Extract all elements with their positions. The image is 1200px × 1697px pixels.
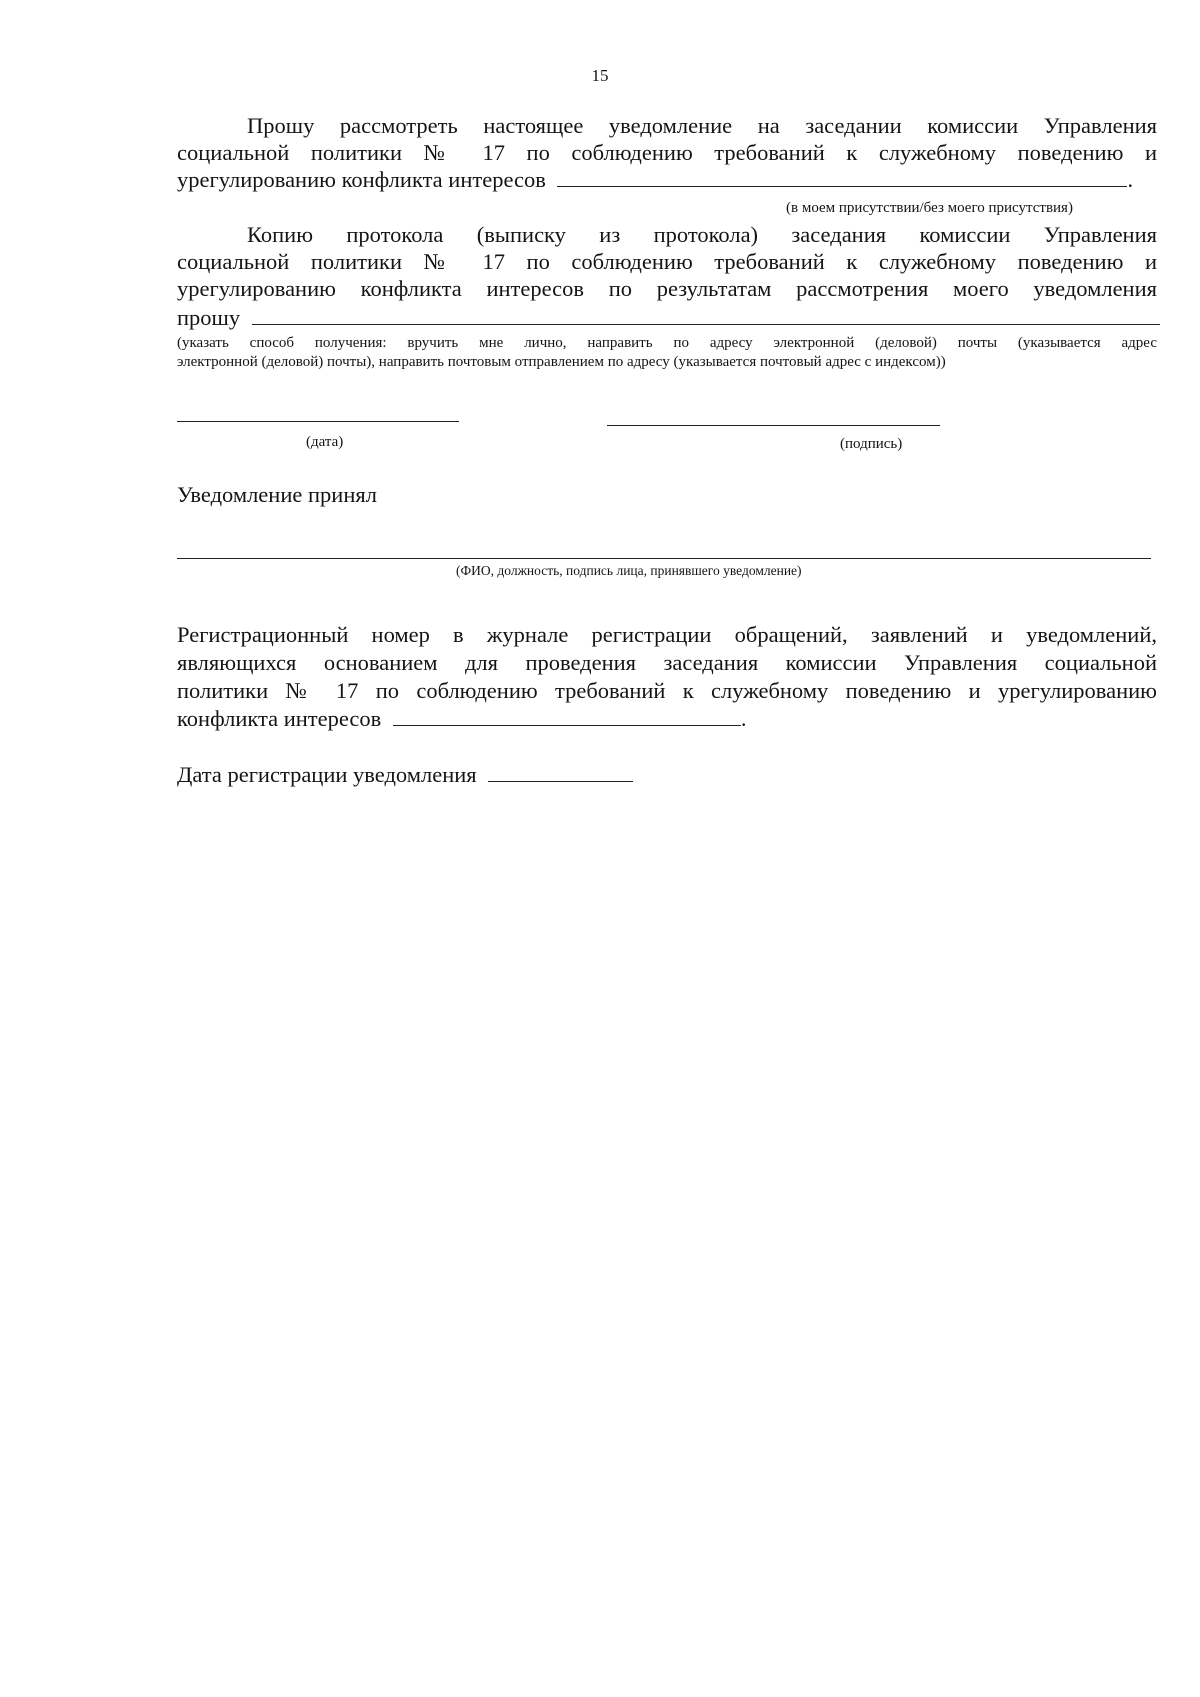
- presence-blank[interactable]: [557, 185, 1127, 187]
- request-paragraph: [177, 112, 1157, 166]
- registration-line-4-text: конфликта интересов: [177, 706, 382, 731]
- date-label: (дата): [306, 434, 344, 450]
- registration-date-row: [177, 761, 633, 789]
- page-number: 15: [591, 66, 609, 85]
- accepted-line[interactable]: [177, 558, 1151, 559]
- copy-paragraph: [177, 221, 1157, 302]
- copy-line-2: социальной политики № 17 по соблюдению требований к служебному поведению и: [177, 249, 1157, 274]
- registration-line-3: политики № 17 по соблюдению требований к служебному поведению и урегулированию: [177, 678, 1157, 703]
- request-line-3-text: урегулированию конфликта интересов: [177, 167, 546, 192]
- registration-line-4-end: .: [740, 706, 747, 731]
- delivery-hint-line-2: электронной (деловой) почты), направить почтовым отправлением по адресу (указывается почтовый адрес с индексом)): [177, 354, 946, 370]
- registration-number-blank[interactable]: [393, 724, 741, 726]
- signature-line[interactable]: [607, 425, 940, 426]
- request-line-3-end: .: [1127, 167, 1134, 192]
- delivery-hint: [177, 334, 1157, 372]
- date-line[interactable]: [177, 421, 459, 422]
- request-line-1: Прошу рассмотреть настоящее уведомление на заседании комиссии Управления: [247, 113, 1157, 138]
- registration-line-4: [177, 705, 747, 733]
- copy-line-4: [177, 304, 1160, 331]
- request-line-3: [177, 166, 1133, 193]
- presence-hint: (в моем присутствии/без моего присутствия): [786, 200, 1073, 216]
- registration-date-blank[interactable]: [488, 780, 633, 782]
- request-line-2: социальной политики № 17 по соблюдению требований к служебному поведению и: [177, 140, 1157, 165]
- delivery-method-blank[interactable]: [252, 323, 1160, 325]
- registration-line-1: Регистрационный номер в журнале регистрации обращений, заявлений и уведомлений,: [177, 622, 1157, 647]
- delivery-hint-line-1: (указать способ получения: вручить мне лично, направить по адресу электронной (деловой) почты (указывается адрес: [177, 335, 1157, 351]
- accepted-title: Уведомление принял: [177, 482, 377, 507]
- registration-paragraph: [177, 621, 1157, 705]
- copy-line-3: урегулированию конфликта интересов по результатам рассмотрения моего уведомления: [177, 276, 1157, 301]
- registration-date-label: Дата регистрации уведомления: [177, 762, 477, 787]
- registration-line-2: являющихся основанием для проведения заседания комиссии Управления социальной: [177, 650, 1157, 675]
- accepted-hint: (ФИО, должность, подпись лица, принявшего уведомление): [456, 563, 802, 578]
- copy-line-1: Копию протокола (выписку из протокола) заседания комиссии Управления: [247, 222, 1157, 247]
- copy-line-4-text: прошу: [177, 305, 241, 330]
- signature-label: (подпись): [840, 436, 903, 452]
